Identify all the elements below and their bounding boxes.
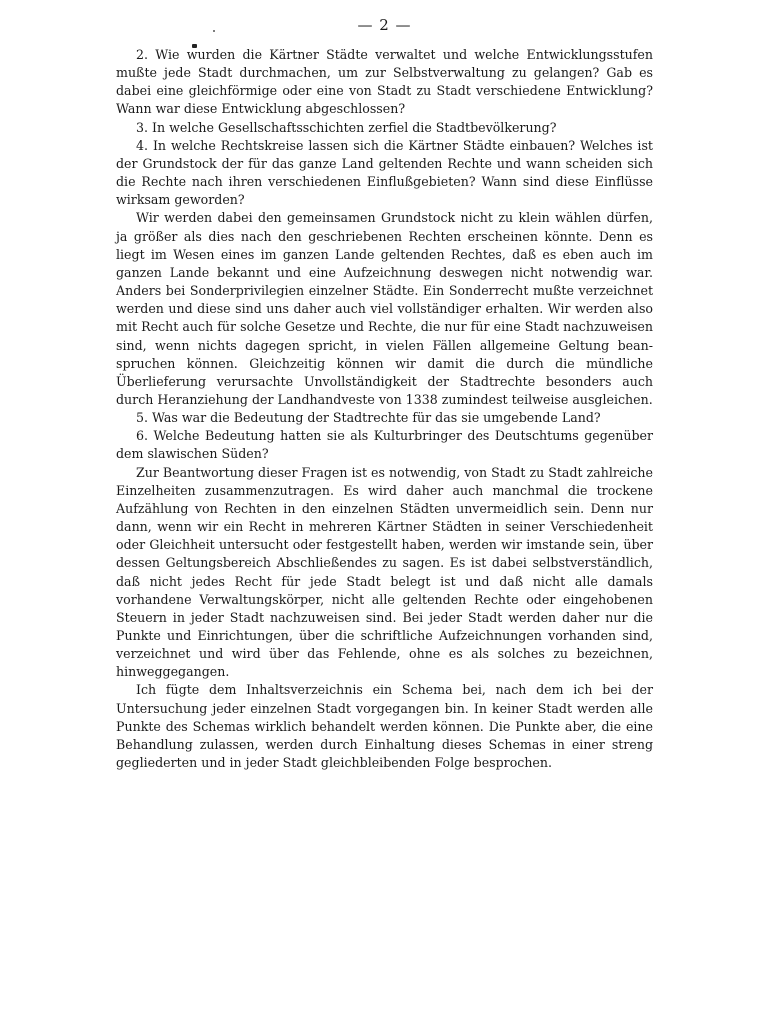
document-page <box>116 14 653 772</box>
paragraph-schema: Ich fügte dem Inhaltsverzeichnis ein Schema bei, nach dem ich bei der Untersuchung jeder einzelnen Stadt vorgegangen bin. In keiner Stadt werden alle Punkte des Schemas wirklich behandelt werden können. Die Punkte aber, die eine Behandlung zulassen, werden durch Einhaltung dieses Schemas in einer streng gegliederten und in jeder Stadt gleichbleibenden Folge besprochen. <box>116 682 653 771</box>
paragraph-question-4: 4. In welche Rechtskreise lassen sich die Kärtner Städte einbauen? Welches ist der Grundstock der für das ganze Land geltenden Rechte und wann scheiden sich die Rechte nach ihren verschiedenen Einflußgebieten? Wann sind diese Einflüsse wirksam geworden? <box>116 137 653 208</box>
paragraph-question-2: 2. Wie wurden die Kärtner Städte verwaltet und welche Entwicklungsstufen mußte jede Stadt durchmachen, um zur Selbstverwaltung zu gelangen? Gab es dabei eine gleichförmige oder eine von Stadt zu Stadt verschiedene Entwicklung? Wann war diese Entwicklung abgeschlossen? <box>116 47 653 117</box>
paragraph-question-5: 5. Was war die Bedeutung der Stadtrechte für das sie umgebende Land? <box>136 410 601 426</box>
body-text <box>116 46 653 772</box>
paragraph-beantwortung: Zur Beantwortung dieser Fragen ist es notwendig, von Stadt zu Stadt zahlreiche Einzelheiten zusammenzutragen. Es wird daher auch manchmal die trockene Aufzählung von Rechten in den einzelnen Städten unvermeidlich sein. Denn nur dann, wenn wir ein Recht in mehreren Kärtner Städten in seiner Verschiedenheit oder Gleichheit untersucht oder festgestellt haben, werden wir imstande sein, über dessen Geltungsbereich Abschließendes zu sagen. Es ist dabei selbstverständlich, daß nicht jedes Recht für jede Stadt belegt ist und daß nicht alle damals vorhandene Verwaltungskörper, nicht alle geltenden Rechte oder eingehobenen Steuern in jeder Stadt nachzuweisen sind. Bei jeder Stadt werden daher nur die Punkte und Einrichtungen, über die schriftliche Aufzeichnungen vorhanden sind, verzeichnet und wird über das Fehlende, ohne es als solches zu bezeichnen, hinweggegangen. <box>116 464 653 680</box>
paragraph-question-3: 3. In welche Gesellschaftsschichten zerfiel die Stadtbevölkerung? <box>136 119 557 135</box>
paragraph-grundstock: Wir werden dabei den gemeinsamen Grundstock nicht zu klein wählen dürfen, ja größer als dies nach den geschriebenen Rechten erscheinen könnte. Denn es liegt im Wesen eines im ganzen Lande geltenden Rechtes, daß es eben auch im ganzen Lande bekannt und eine Aufzeichnung deswegen nicht notwendig war. Anders bei Sonderprivilegien einzelner Städte. Ein Sonderrecht mußte verzeichnet werden und diese sind uns daher auch viel vollständiger erhalten. Wir werden also mit Recht auch für solche Gesetze und Rechte, die nur für eine Stadt nachzuweisen sind, wenn nichts dagegen spricht, in vielen Fällen allgemeine Geltung beanspruchen können. Gleichzeitig können wir damit die durch die mündliche Überlieferung verursachte Unvollständigkeit der Stadtrechte besonders auch durch Heranziehung der Landhandveste von 1338 zumindest teilweise ausgleichen. <box>116 210 653 407</box>
paragraph-question-6: 6. Welche Bedeutung hatten sie als Kulturbringer des Deutschtums gegenüber dem slawischen Süden? <box>116 428 653 462</box>
page-number: — 2 — <box>357 16 412 34</box>
